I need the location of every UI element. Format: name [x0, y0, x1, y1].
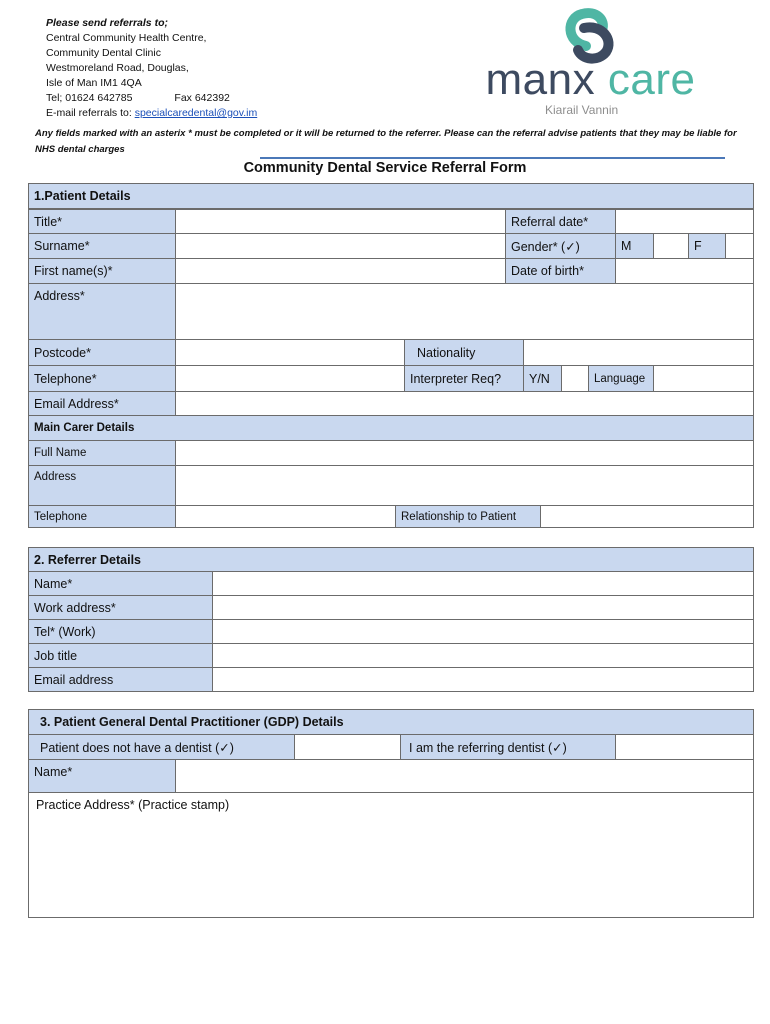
no-dentist-checkbox[interactable]	[294, 734, 401, 760]
gender-female-label: F	[688, 233, 726, 259]
address-line: Community Dental Clinic	[46, 47, 161, 59]
job-title-label: Job title	[28, 643, 213, 668]
email-label: E-mail referrals to:	[46, 107, 135, 119]
gdp-name-label: Name*	[28, 759, 176, 793]
first-names-field[interactable]	[175, 258, 506, 284]
work-address-field[interactable]	[212, 595, 754, 620]
section-2-header: 2. Referrer Details	[28, 547, 754, 572]
email-line	[46, 106, 257, 121]
carer-address-label: Address	[28, 465, 176, 506]
work-tel-label: Tel* (Work)	[28, 619, 213, 644]
address-line: Isle of Man IM1 4QA	[46, 77, 142, 89]
language-field[interactable]	[653, 365, 754, 392]
nationality-field[interactable]	[523, 339, 754, 366]
surname-field[interactable]	[175, 233, 506, 259]
gender-male-checkbox[interactable]	[653, 233, 689, 259]
carer-full-name-field[interactable]	[175, 440, 754, 466]
language-label: Language	[588, 365, 654, 392]
address-line: Central Community Health Centre,	[46, 32, 207, 44]
first-names-label: First name(s)*	[28, 258, 176, 284]
surname-label: Surname*	[28, 233, 176, 259]
gdp-name-field[interactable]	[175, 759, 754, 793]
work-address-label: Work address*	[28, 595, 213, 620]
address-label: Address*	[28, 283, 176, 340]
address-field[interactable]	[175, 283, 754, 340]
title-field[interactable]	[175, 209, 506, 234]
title-label: Title*	[28, 209, 176, 234]
form-title: Community Dental Service Referral Form	[243, 160, 527, 176]
referral-date-field[interactable]	[615, 209, 754, 234]
date-of-birth-label: Date of birth*	[505, 258, 616, 284]
carer-telephone-field[interactable]	[175, 505, 396, 528]
email-address-label: Email Address*	[28, 391, 176, 416]
nationality-label: Nationality	[404, 339, 524, 366]
email-address-field[interactable]	[175, 391, 754, 416]
interpreter-yn-field[interactable]	[561, 365, 589, 392]
job-title-field[interactable]	[212, 643, 754, 668]
address-line: Westmoreland Road, Douglas,	[46, 62, 189, 74]
relationship-label: Relationship to Patient	[395, 505, 541, 528]
postcode-field[interactable]	[175, 339, 405, 366]
logo-word-manx: manx	[485, 55, 596, 104]
telephone-number: Tel; 01624 642785	[46, 92, 133, 104]
mandatory-fields-notice: Any fields marked with an asterix * must be completed or it will be returned to the referrer. Please can the referral advise patients that they may be liable for NHS dental charges	[35, 128, 737, 155]
referral-date-label: Referral date*	[505, 209, 616, 234]
carer-address-field[interactable]	[175, 465, 754, 506]
referring-dentist-label: I am the referring dentist (✓)	[400, 734, 616, 760]
main-carer-header: Main Carer Details	[28, 415, 754, 441]
referral-address-block	[46, 16, 257, 121]
work-tel-field[interactable]	[212, 619, 754, 644]
logo-wordmark	[468, 55, 713, 104]
section-1-header: 1.Patient Details	[28, 183, 754, 209]
carer-full-name-label: Full Name	[28, 440, 176, 466]
contact-line	[46, 91, 257, 106]
referrer-email-field[interactable]	[212, 667, 754, 692]
email-link[interactable]: specialcaredental@gov.im	[134, 107, 258, 119]
carer-telephone-label: Telephone	[28, 505, 176, 528]
telephone-field[interactable]	[175, 365, 405, 392]
practice-address-field[interactable]	[28, 792, 754, 918]
manx-care-logo	[468, 6, 713, 124]
referrer-name-field[interactable]	[212, 571, 754, 596]
logo-subtitle: Kiarail Vannin	[545, 103, 619, 117]
no-dentist-label: Patient does not have a dentist (✓)	[28, 734, 295, 760]
date-of-birth-field[interactable]	[615, 258, 754, 284]
referral-address-title: Please send referrals to;	[46, 17, 168, 29]
title-rule	[260, 157, 725, 159]
gender-label: Gender* (✓)	[505, 233, 616, 259]
referrer-name-label: Name*	[28, 571, 213, 596]
postcode-label: Postcode*	[28, 339, 176, 366]
interpreter-yn-label: Y/N	[523, 365, 562, 392]
gender-male-label: M	[615, 233, 654, 259]
relationship-field[interactable]	[540, 505, 754, 528]
section-3-header: 3. Patient General Dental Practitioner (GDP) Details	[28, 709, 754, 735]
referrer-email-label: Email address	[28, 667, 213, 692]
interpreter-label: Interpreter Req?	[404, 365, 524, 392]
logo-word-care: care	[607, 55, 696, 104]
practice-address-label: Practice Address* (Practice stamp)	[36, 798, 230, 812]
fax-number: Fax 642392	[174, 92, 230, 104]
gender-female-checkbox[interactable]	[725, 233, 754, 259]
referring-dentist-checkbox[interactable]	[615, 734, 754, 760]
telephone-label: Telephone*	[28, 365, 176, 392]
